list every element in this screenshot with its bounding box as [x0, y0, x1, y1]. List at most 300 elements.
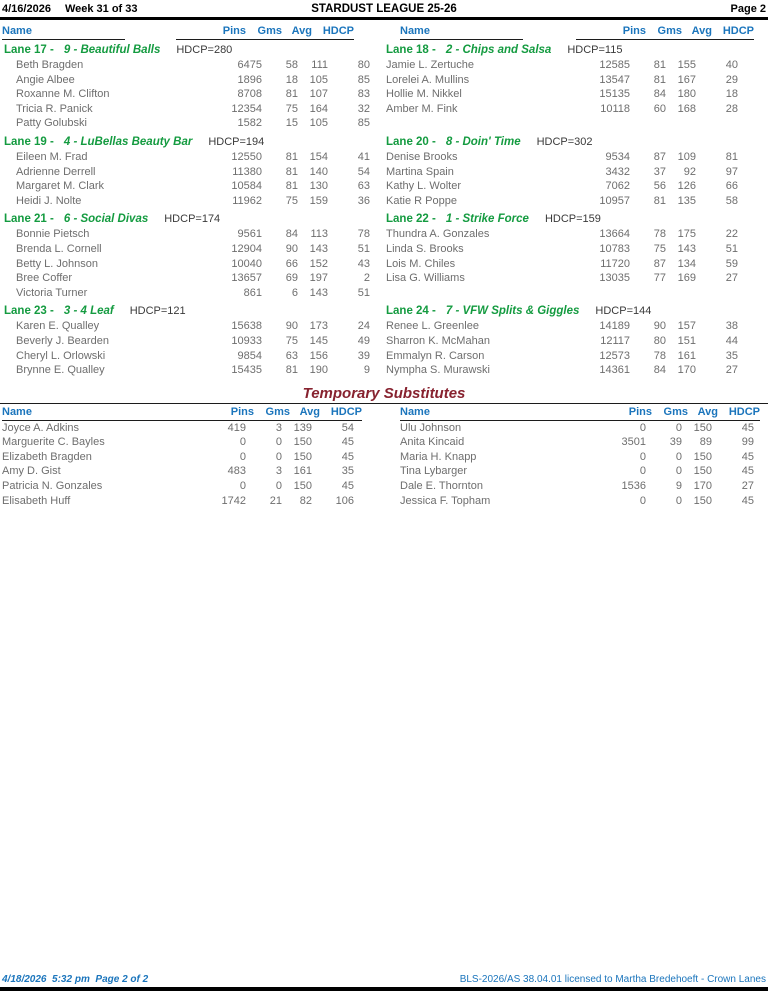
player-hdcp: 85 [357, 117, 370, 130]
player-avg: 150 [693, 494, 712, 507]
player-gms: 0 [675, 465, 682, 478]
player-pins: 0 [639, 465, 646, 478]
player-gms: 56 [653, 180, 666, 193]
player-name: Patty Golubski [16, 117, 87, 130]
player-gms: 81 [653, 194, 666, 207]
player-gms: 75 [285, 102, 298, 115]
substitute-row [2, 421, 354, 436]
report-date: 4/16/2026 [2, 3, 51, 15]
column-header-row-right [388, 405, 760, 421]
player-avg: 150 [293, 450, 312, 463]
substitute-row [2, 450, 354, 465]
substitutes-left-panel [0, 404, 384, 509]
player-name: Nympha S. Murawski [386, 364, 490, 377]
player-hdcp: 29 [725, 73, 738, 86]
player-row [386, 73, 738, 88]
team-name: 2 - Chips and Salsa [445, 44, 552, 56]
player-pins: 0 [239, 436, 246, 449]
page-footer [0, 974, 768, 991]
player-pins: 14361 [599, 364, 630, 377]
player-avg: 92 [683, 165, 696, 178]
player-hdcp: 58 [725, 194, 738, 207]
player-name: Tina Lybarger [400, 465, 468, 478]
substitute-rows [2, 421, 354, 509]
team-name: 8 - Doin' Time [445, 135, 521, 148]
player-avg: 170 [677, 364, 696, 377]
player-gms: 75 [285, 334, 298, 347]
team-name: 7 - VFW Splits & Giggles [445, 305, 580, 318]
player-name: Patricia N. Gonzales [2, 480, 103, 493]
player-hdcp: 27 [725, 272, 738, 285]
player-name: Jessica F. Topham [400, 494, 491, 507]
player-name: Lorelei A. Mullins [386, 73, 470, 86]
player-name: Brynne E. Qualley [16, 364, 105, 377]
player-avg: 164 [309, 102, 328, 115]
team-name: 6 - Social Divas [63, 213, 149, 226]
player-hdcp: 9 [363, 364, 370, 377]
footer-license-info: BLS-2026/AS 38.04.01 licensed to Martha Bredehoeft - Crown Lanes [459, 974, 766, 985]
player-gms: 6 [291, 286, 298, 299]
player-row [386, 334, 738, 349]
player-gms: 80 [653, 334, 666, 347]
player-avg: 150 [293, 436, 312, 449]
player-hdcp: 45 [741, 421, 754, 434]
player-gms: 37 [653, 165, 666, 178]
player-pins: 0 [239, 480, 246, 493]
player-avg: 143 [309, 242, 328, 255]
avg-hdcp-column-header: Avg HDCP [290, 406, 362, 421]
player-name: Kathy L. Wolter [386, 180, 461, 193]
lane-label: Lane 21 - [4, 213, 54, 226]
player-rows [386, 319, 738, 377]
player-name: Katie R Poppe [386, 194, 457, 207]
substitute-row [388, 435, 754, 450]
player-pins: 10584 [231, 180, 262, 193]
substitutes-section [0, 404, 768, 509]
player-hdcp: 45 [741, 465, 754, 478]
player-gms: 18 [285, 73, 298, 86]
team-name: 1 - Strike Force [445, 213, 529, 226]
player-hdcp: 38 [725, 320, 738, 333]
player-name: Linda S. Brooks [386, 242, 464, 255]
name-column-header: Name [400, 25, 576, 40]
player-name: Bree Coffer [16, 272, 73, 285]
player-gms: 84 [653, 364, 666, 377]
player-avg: 143 [309, 286, 328, 299]
substitute-row [2, 494, 354, 509]
player-name: Karen E. Qualley [16, 320, 100, 333]
player-gms: 87 [653, 257, 666, 270]
player-hdcp: 54 [357, 165, 370, 178]
substitute-row [388, 479, 754, 494]
player-gms: 0 [675, 494, 682, 507]
player-avg: 111 [311, 59, 328, 71]
player-avg: 113 [310, 228, 328, 241]
player-name: Eileen M. Frad [16, 150, 88, 163]
pins-gms-column-header: Pins Gms [176, 25, 282, 40]
player-avg: 150 [293, 480, 312, 493]
team-hdcp: HDCP=115 [567, 44, 623, 56]
column-header-row-left [2, 25, 354, 40]
player-pins: 9854 [237, 349, 262, 362]
week-label: Week 31 of 33 [64, 3, 138, 15]
player-hdcp: 18 [725, 88, 738, 101]
player-pins: 12904 [231, 242, 262, 255]
player-pins: 12550 [231, 150, 262, 163]
player-rows [4, 58, 370, 131]
team-hdcp: HDCP=302 [536, 135, 593, 148]
player-name: Beverly J. Bearden [16, 334, 109, 347]
player-row [386, 257, 738, 272]
player-avg: 109 [677, 150, 696, 163]
lane-label: Lane 23 - [4, 305, 54, 318]
player-name: Adrienne Derrell [16, 165, 96, 178]
player-hdcp: 80 [357, 59, 370, 71]
player-avg: 150 [693, 421, 712, 434]
lane-label: Lane 18 - [386, 44, 436, 56]
substitute-row [388, 421, 754, 436]
player-avg: 105 [309, 73, 328, 86]
team-header [386, 43, 738, 58]
player-hdcp: 49 [357, 334, 370, 347]
player-pins: 13664 [599, 228, 630, 241]
player-rows [4, 319, 370, 377]
player-gms: 9 [675, 480, 682, 493]
substitute-row [2, 479, 354, 494]
player-gms: 75 [653, 242, 666, 255]
player-gms: 3 [275, 421, 282, 434]
player-avg: 156 [309, 349, 328, 362]
page-number: Page 2 [730, 3, 766, 15]
player-row [386, 227, 738, 242]
player-avg: 152 [309, 257, 328, 270]
player-hdcp: 27 [725, 364, 738, 377]
player-pins: 12573 [599, 349, 630, 362]
player-pins: 15638 [231, 320, 262, 333]
player-avg: 134 [677, 257, 696, 270]
player-hdcp: 24 [357, 320, 370, 333]
player-hdcp: 51 [357, 286, 370, 299]
player-pins: 11962 [232, 194, 262, 207]
player-hdcp: 45 [341, 450, 354, 463]
player-pins: 10118 [600, 102, 630, 115]
avg-hdcp-column-header: Avg HDCP [688, 406, 760, 421]
player-pins: 0 [239, 450, 246, 463]
page-header [0, 0, 768, 20]
player-name: Marguerite C. Bayles [2, 436, 105, 449]
player-avg: 155 [677, 59, 696, 71]
player-gms: 78 [653, 228, 666, 241]
player-name: Tricia R. Panick [16, 102, 93, 115]
player-hdcp: 35 [725, 349, 738, 362]
player-avg: 154 [309, 150, 328, 163]
player-avg: 150 [693, 465, 712, 478]
player-hdcp: 45 [741, 494, 754, 507]
player-pins: 13547 [599, 73, 630, 86]
player-hdcp: 99 [741, 436, 754, 449]
player-name: Lisa G. Williams [386, 272, 465, 285]
player-gms: 66 [285, 257, 298, 270]
player-rows [4, 227, 370, 300]
player-row [386, 102, 738, 117]
team-name: 4 - LuBellas Beauty Bar [63, 135, 193, 148]
player-gms: 90 [653, 320, 666, 333]
player-hdcp: 85 [357, 73, 370, 86]
player-row [386, 242, 738, 257]
player-hdcp: 97 [725, 165, 738, 178]
pins-gms-column-header: Pins Gms [184, 406, 290, 421]
player-row [386, 179, 738, 194]
player-row [386, 363, 738, 378]
column-headers [0, 20, 768, 40]
player-row [4, 286, 370, 301]
player-avg: 135 [677, 194, 696, 207]
player-avg: 82 [299, 494, 312, 507]
player-pins: 0 [639, 494, 646, 507]
player-gms: 81 [285, 88, 298, 101]
player-avg: 161 [293, 465, 312, 478]
player-gms: 81 [653, 73, 666, 86]
player-avg: 150 [693, 450, 712, 463]
avg-hdcp-column-header: Avg HDCP [282, 25, 354, 40]
player-name: Roxanne M. Clifton [16, 88, 110, 101]
player-row [4, 242, 370, 257]
name-column-header: Name [2, 406, 184, 421]
player-gms: 21 [269, 494, 282, 507]
player-row [386, 150, 738, 165]
team-header [4, 135, 370, 150]
player-row [4, 349, 370, 364]
player-name: Elizabeth Bragden [2, 450, 92, 463]
team-header [386, 135, 738, 150]
player-row [4, 102, 370, 117]
lane-label: Lane 20 - [386, 135, 436, 148]
player-row [4, 73, 370, 88]
player-row [4, 116, 370, 131]
player-gms: 81 [285, 364, 298, 377]
player-name: Cheryl L. Orlowski [16, 349, 106, 362]
team-section [0, 304, 384, 381]
name-column-header: Name [2, 25, 176, 40]
player-hdcp: 45 [741, 450, 754, 463]
player-gms: 39 [669, 436, 682, 449]
player-avg: 161 [677, 349, 696, 362]
player-avg: 157 [677, 320, 696, 333]
player-gms: 87 [653, 150, 666, 163]
player-hdcp: 32 [357, 102, 370, 115]
player-gms: 75 [285, 194, 298, 207]
player-pins: 11720 [600, 257, 630, 270]
team-header [386, 304, 738, 319]
player-gms: 78 [653, 349, 666, 362]
avg-hdcp-column-header: Avg HDCP [682, 25, 754, 40]
player-hdcp: 63 [357, 180, 370, 193]
player-row [4, 165, 370, 180]
player-hdcp: 27 [741, 480, 754, 493]
player-rows [386, 227, 738, 285]
player-pins: 861 [243, 286, 262, 299]
player-name: Victoria Turner [16, 286, 88, 299]
player-row [4, 319, 370, 334]
player-gms: 81 [285, 165, 298, 178]
player-pins: 10933 [231, 334, 262, 347]
column-header-row-left [2, 405, 362, 421]
player-hdcp: 2 [363, 272, 370, 285]
player-row [386, 349, 738, 364]
player-name: Dale E. Thornton [400, 480, 483, 493]
player-avg: 89 [699, 436, 712, 449]
substitutes-right-panel [384, 404, 768, 509]
player-pins: 9534 [605, 150, 630, 163]
player-row [4, 150, 370, 165]
player-pins: 15135 [599, 88, 630, 101]
team-hdcp: HDCP=121 [129, 305, 186, 318]
player-row [4, 194, 370, 209]
player-pins: 10040 [231, 257, 262, 270]
player-pins: 12585 [599, 59, 630, 71]
player-pins: 1536 [621, 480, 646, 493]
player-gms: 3 [275, 465, 282, 478]
player-pins: 10783 [599, 242, 630, 255]
player-name: Brenda L. Cornell [16, 242, 102, 255]
player-hdcp: 66 [725, 180, 738, 193]
team-section [0, 43, 384, 135]
player-hdcp: 40 [725, 59, 738, 71]
league-title: STARDUST LEAGUE 25-26 [311, 3, 457, 15]
player-name: Betty L. Johnson [16, 257, 98, 270]
team-section [384, 135, 768, 212]
player-avg: 197 [309, 272, 328, 285]
player-row [4, 257, 370, 272]
player-name: Bonnie Pietsch [16, 228, 90, 241]
player-gms: 15 [285, 117, 298, 130]
player-rows [386, 150, 738, 208]
team-name: 3 - 4 Leaf [63, 305, 114, 318]
player-gms: 0 [275, 436, 282, 449]
player-avg: 168 [677, 102, 696, 115]
team-section [0, 135, 384, 212]
player-hdcp: 44 [725, 334, 738, 347]
player-pins: 0 [639, 421, 646, 434]
player-pins: 1582 [237, 117, 262, 130]
player-pins: 9561 [237, 228, 262, 241]
player-avg: 151 [677, 334, 696, 347]
player-name: Renee L. Greenlee [386, 320, 479, 333]
player-hdcp: 28 [725, 102, 738, 115]
player-gms: 0 [275, 480, 282, 493]
player-pins: 10957 [599, 194, 630, 207]
name-column-header: Name [400, 406, 582, 421]
player-rows [386, 58, 738, 116]
player-hdcp: 83 [357, 88, 370, 101]
team-header [386, 212, 738, 227]
player-hdcp: 36 [357, 194, 370, 207]
player-pins: 15435 [231, 364, 262, 377]
player-name: Amy D. Gist [2, 465, 61, 478]
lane-label: Lane 24 - [386, 305, 436, 318]
team-hdcp: HDCP=174 [164, 213, 221, 226]
substitute-row [388, 494, 754, 509]
player-row [4, 58, 370, 73]
player-avg: 170 [693, 480, 712, 493]
player-gms: 81 [285, 180, 298, 193]
player-avg: 130 [309, 180, 328, 193]
player-hdcp: 106 [335, 494, 354, 507]
player-gms: 58 [285, 59, 298, 71]
pins-gms-column-header: Pins Gms [582, 406, 688, 421]
player-hdcp: 45 [341, 436, 354, 449]
player-gms: 60 [653, 102, 666, 115]
player-hdcp: 39 [357, 349, 370, 362]
player-pins: 483 [227, 465, 246, 478]
substitute-row [388, 464, 754, 479]
player-avg: 143 [677, 242, 696, 255]
player-pins: 419 [227, 421, 246, 434]
player-hdcp: 45 [341, 480, 354, 493]
player-name: Margaret M. Clark [16, 180, 105, 193]
player-row [4, 227, 370, 242]
team-sections [0, 43, 768, 382]
player-row [4, 271, 370, 286]
player-name: Angie Albee [16, 73, 75, 86]
player-name: Jamie L. Zertuche [386, 59, 475, 71]
team-header [4, 212, 370, 227]
player-name: Elisabeth Huff [2, 494, 71, 507]
player-rows [4, 150, 370, 208]
player-pins: 0 [639, 450, 646, 463]
player-name: Lois M. Chiles [386, 257, 456, 270]
player-avg: 190 [309, 364, 328, 377]
team-section [0, 212, 384, 304]
bottom-border-bar [0, 987, 768, 991]
player-avg: 180 [677, 88, 696, 101]
player-row [386, 271, 738, 286]
player-name: Hollie M. Nikkel [386, 88, 462, 101]
player-hdcp: 35 [341, 465, 354, 478]
team-section [384, 212, 768, 304]
player-pins: 11380 [232, 165, 262, 178]
player-hdcp: 81 [725, 150, 738, 163]
player-pins: 7062 [605, 180, 630, 193]
player-pins: 1742 [221, 494, 246, 507]
player-avg: 126 [677, 180, 696, 193]
player-row [386, 87, 738, 102]
player-name: Emmalyn R. Carson [386, 349, 485, 362]
player-name: Thundra A. Gonzales [386, 228, 490, 241]
team-header [4, 43, 370, 58]
player-hdcp: 78 [357, 228, 370, 241]
player-gms: 0 [275, 450, 282, 463]
substitutes-title: Temporary Substitutes [302, 384, 466, 402]
player-row [4, 179, 370, 194]
player-avg: 107 [309, 88, 328, 101]
player-avg: 175 [677, 228, 696, 241]
player-name: Joyce A. Adkins [2, 421, 80, 434]
team-hdcp: HDCP=159 [544, 213, 601, 226]
pins-gms-column-header: Pins Gms [576, 25, 682, 40]
player-row [4, 363, 370, 378]
player-pins: 3501 [621, 436, 646, 449]
player-avg: 173 [309, 320, 328, 333]
player-hdcp: 51 [357, 242, 370, 255]
player-avg: 159 [309, 194, 328, 207]
player-name: Maria H. Knapp [400, 450, 477, 463]
player-gms: 77 [653, 272, 666, 285]
player-gms: 84 [285, 228, 298, 241]
lane-label: Lane 19 - [4, 135, 54, 148]
player-hdcp: 51 [725, 242, 738, 255]
player-pins: 14189 [599, 320, 630, 333]
